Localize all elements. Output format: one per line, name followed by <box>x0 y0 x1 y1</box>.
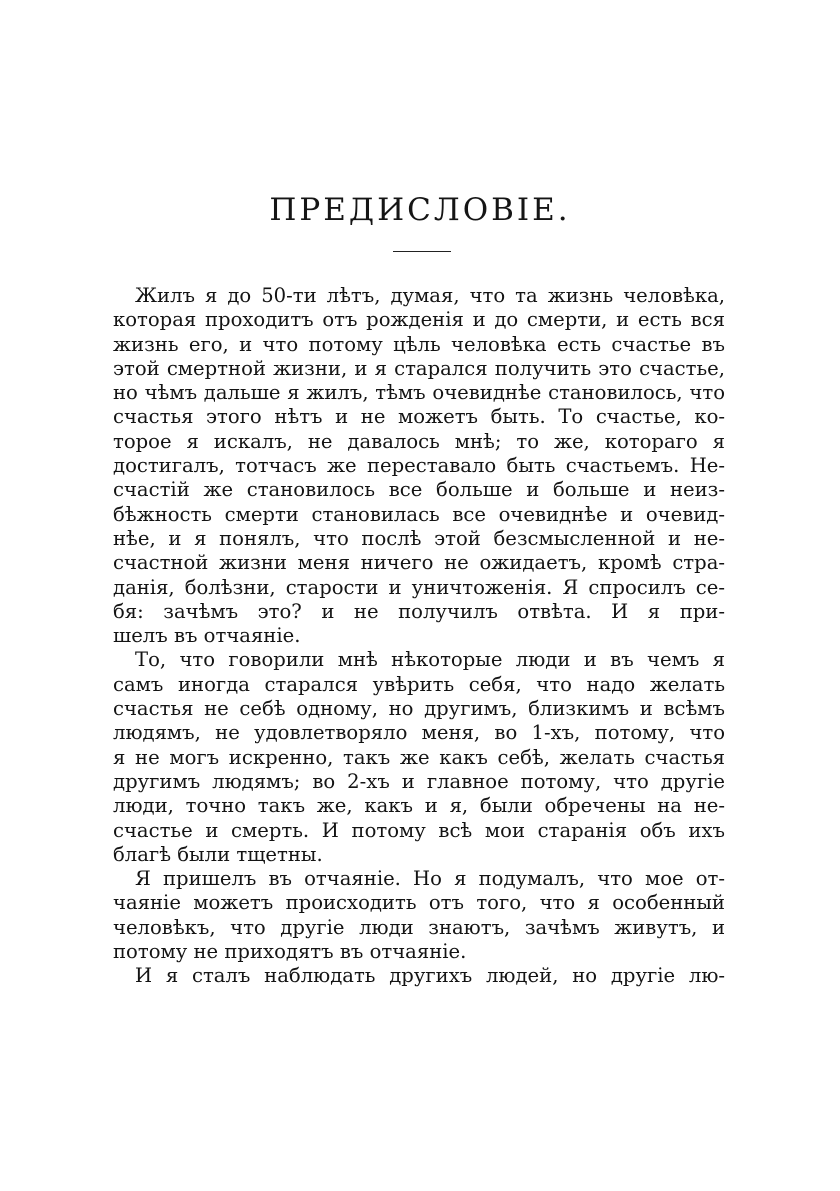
paragraph-4 <box>113 964 725 988</box>
text-line: я не могъ искренно, такъ же какъ себѣ, желать счастья <box>113 745 725 769</box>
text-line: человѣкъ, что другіе люди знаютъ, зачѣмъ живутъ, и <box>113 915 725 939</box>
title-rule <box>393 251 451 252</box>
text-line: шелъ въ отчаяніе. <box>113 624 301 648</box>
text-line: жизнь его, и что потому цѣль человѣка есть счастье въ <box>113 332 725 356</box>
text-line: счастье и смерть. И потому всѣ мои старанія объ ихъ <box>113 818 725 842</box>
text-line: потому не приходятъ въ отчаяніе. <box>113 940 467 964</box>
text-line: которая проходитъ отъ рожденія и до смерти, и есть вся <box>113 308 725 332</box>
text-line: благѣ были тщетны. <box>113 842 323 866</box>
text-line: счастья не себѣ одному, но другимъ, близкимъ и всѣмъ <box>113 697 725 721</box>
paragraph-1 <box>113 284 725 648</box>
text-line: счастій же становилось все больше и больше и неиз- <box>113 478 725 502</box>
paragraph-3 <box>113 867 725 964</box>
text-line: счастья этого нѣтъ и не можетъ быть. То счастье, ко- <box>113 405 725 429</box>
text-line: достигалъ, тотчасъ же переставало быть счастьемъ. Не- <box>113 454 725 478</box>
text-line: нѣе, и я понялъ, что послѣ этой безсмысленной и не- <box>113 526 725 550</box>
text-line: этой смертной жизни, и я старался получить это счастье, <box>113 356 725 380</box>
text-line: люди, точно такъ же, какъ и я, были обречены на не- <box>113 794 725 818</box>
text-line: И я сталъ наблюдать другихъ людей, но другіе лю- <box>135 964 725 988</box>
text-line: То, что говорили мнѣ нѣкоторые люди и въ чемъ я <box>135 648 725 672</box>
text-line: торое я искалъ, не давалось мнѣ; то же, котораго я <box>113 429 725 453</box>
text-line: Жилъ я до 50-ти лѣтъ, думая, что та жизнь человѣка, <box>135 284 725 307</box>
paragraph-2 <box>113 648 725 867</box>
body-text <box>113 284 725 989</box>
text-line: другимъ людямъ; во 2-хъ и главное потому, что другіе <box>113 769 725 793</box>
text-line: Я пришелъ въ отчаяніе. Но я подумалъ, что мое от- <box>135 867 725 891</box>
text-line: данія, болѣзни, старости и уничтоженія. Я спросилъ се- <box>113 575 725 599</box>
text-line: но чѣмъ дальше я жилъ, тѣмъ очевиднѣе становилось, что <box>113 381 725 405</box>
page-title: ПРЕДИСЛОВІЕ. <box>269 192 571 228</box>
text-line: бя: зачѣмъ это? и не получилъ отвѣта. И я при- <box>113 599 725 623</box>
text-line: чаяніе можетъ происходить отъ того, что я особенный <box>113 891 725 915</box>
text-line: счастной жизни меня ничего не ожидаетъ, кромѣ стра- <box>113 551 725 575</box>
text-line: самъ иногда старался увѣрить себя, что надо желать <box>113 672 725 696</box>
text-line: людямъ, не удовлетворяло меня, во 1-хъ, потому, что <box>113 721 725 745</box>
text-line: бѣжность смерти становилась все очевиднѣе и очевид- <box>113 502 725 526</box>
